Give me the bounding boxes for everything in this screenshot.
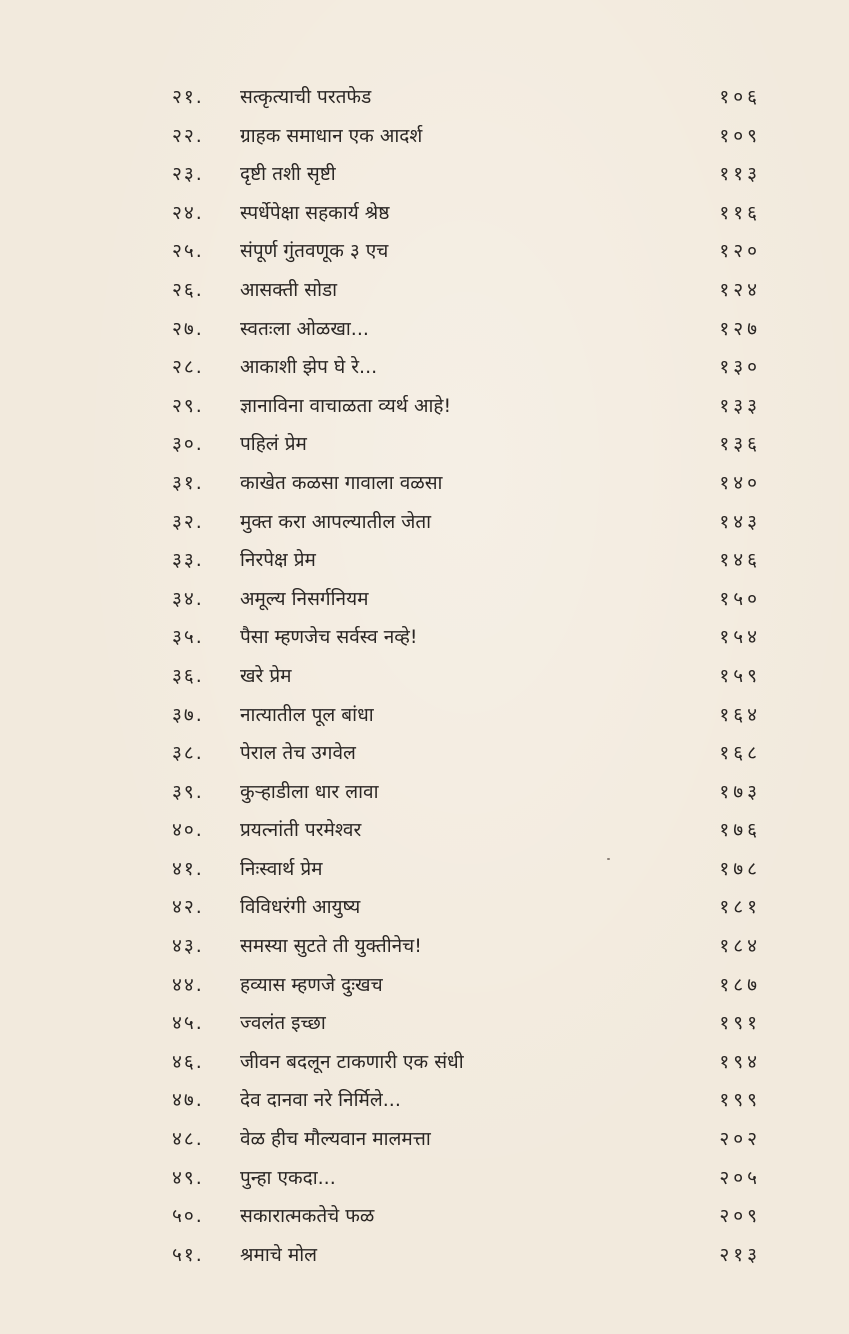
chapter-number: २४. — [172, 201, 204, 224]
chapter-number: ३८. — [172, 742, 204, 765]
chapter-title: नात्यातील पूल बांधा — [240, 703, 374, 726]
chapter-number: ४५. — [172, 1012, 204, 1035]
chapter-number: ५०. — [172, 1205, 204, 1228]
chapter-title: ज्ञानाविना वाचाळता व्यर्थ आहे! — [240, 394, 452, 417]
page-number: १७३ — [719, 780, 761, 803]
chapter-number: २९. — [172, 394, 204, 417]
chapter-number: २२. — [172, 124, 204, 147]
chapter-title: कुऱ्हाडीला धार लावा — [240, 780, 379, 803]
toc-entry — [0, 541, 849, 580]
toc-entry — [0, 811, 849, 850]
page-number: १५९ — [719, 664, 761, 687]
chapter-title: समस्या सुटते ती युक्तीनेच! — [240, 935, 422, 958]
toc-entry — [0, 503, 849, 542]
toc-entry — [0, 966, 849, 1005]
chapter-number: ४१. — [172, 857, 204, 880]
page-number: १३३ — [719, 394, 761, 417]
chapter-title: सकारात्मकतेचे फळ — [240, 1205, 375, 1228]
page-number: १४३ — [719, 510, 761, 533]
page-number: १५० — [719, 587, 761, 610]
chapter-title: श्रमाचे मोल — [240, 1243, 318, 1266]
toc-entry — [0, 425, 849, 464]
table-of-contents — [0, 78, 849, 1274]
chapter-title: वेळ हीच मौल्यवान मालमत्ता — [240, 1128, 431, 1151]
chapter-title: आसक्ती सोडा — [240, 278, 338, 301]
toc-entry — [0, 1120, 849, 1159]
chapter-number: ४२. — [172, 896, 204, 919]
toc-entry — [0, 1004, 849, 1043]
chapter-number: ३१. — [172, 471, 204, 494]
chapter-title: काखेत कळसा गावाला वळसा — [240, 471, 443, 494]
page-number: ११६ — [719, 201, 761, 224]
chapter-number: ४०. — [172, 819, 204, 842]
chapter-number: ३०. — [172, 433, 204, 456]
chapter-number: २६. — [172, 278, 204, 301]
chapter-title: संपूर्ण गुंतवणूक ३ एच — [240, 240, 389, 263]
toc-entry — [0, 580, 849, 619]
toc-entry — [0, 78, 849, 117]
page-number: १९९ — [719, 1089, 761, 1112]
chapter-number: ४६. — [172, 1050, 204, 1073]
chapter-number: ३७. — [172, 703, 204, 726]
page-number: १३० — [719, 356, 761, 379]
chapter-title: ज्वलंत इच्छा — [240, 1012, 326, 1035]
page-number: १०९ — [719, 124, 761, 147]
toc-entry — [0, 232, 849, 271]
chapter-number: ४९. — [172, 1166, 204, 1189]
toc-entry — [0, 888, 849, 927]
page-number: २०२ — [719, 1128, 761, 1151]
page-number: १४६ — [719, 549, 761, 572]
toc-entry — [0, 657, 849, 696]
chapter-title: स्वतःला ओळखा... — [240, 317, 369, 340]
toc-entry — [0, 310, 849, 349]
chapter-title: आकाशी झेप घे रे... — [240, 356, 378, 379]
chapter-title: निरपेक्ष प्रेम — [240, 549, 316, 572]
page-number: १८७ — [719, 973, 761, 996]
chapter-title: पैसा म्हणजेच सर्वस्व नव्हे! — [240, 626, 418, 649]
toc-entry — [0, 618, 849, 657]
page-number: २०५ — [719, 1166, 761, 1189]
toc-entry — [0, 696, 849, 735]
page-number: १२४ — [719, 278, 761, 301]
page-number: १३६ — [719, 433, 761, 456]
chapter-title: खरे प्रेम — [240, 664, 292, 687]
ink-speck — [607, 858, 610, 860]
chapter-number: ३९. — [172, 780, 204, 803]
page-number: १६४ — [719, 703, 761, 726]
chapter-number: ३३. — [172, 549, 204, 572]
page-number: १८४ — [719, 935, 761, 958]
chapter-title: पहिलं प्रेम — [240, 433, 307, 456]
toc-entry — [0, 1159, 849, 1198]
page-number: १५४ — [719, 626, 761, 649]
chapter-title: मुक्त करा आपल्यातील जेता — [240, 510, 432, 533]
chapter-number: ३४. — [172, 587, 204, 610]
chapter-number: ४७. — [172, 1089, 204, 1112]
chapter-number: २१. — [172, 86, 204, 108]
chapter-title: प्रयत्नांती परमेश्वर — [240, 819, 362, 842]
toc-entry — [0, 464, 849, 503]
toc-entry — [0, 773, 849, 812]
chapter-number: ४३. — [172, 935, 204, 958]
chapter-title: स्पर्धेपेक्षा सहकार्य श्रेष्ठ — [240, 201, 390, 224]
page-number: १०६ — [719, 86, 761, 108]
chapter-title: अमूल्य निसर्गनियम — [240, 587, 369, 610]
page-number: २०९ — [719, 1205, 761, 1228]
chapter-number: ४८. — [172, 1128, 204, 1151]
chapter-number: ३५. — [172, 626, 204, 649]
page-number: १७६ — [719, 819, 761, 842]
chapter-number: ३२. — [172, 510, 204, 533]
page-number: १२७ — [719, 317, 761, 340]
chapter-number: ३६. — [172, 664, 204, 687]
chapter-title: पुन्हा एकदा... — [240, 1166, 336, 1189]
page-number: १८१ — [719, 896, 761, 919]
page-number: १४० — [719, 471, 761, 494]
page-number: २१३ — [719, 1243, 761, 1266]
toc-entry — [0, 194, 849, 233]
chapter-title: हव्यास म्हणजे दुःखच — [240, 973, 383, 996]
toc-entry — [0, 348, 849, 387]
page-number: ११३ — [719, 163, 761, 186]
chapter-number: ५१. — [172, 1243, 204, 1266]
page-number: १९४ — [719, 1050, 761, 1073]
toc-entry — [0, 387, 849, 426]
toc-entry — [0, 1197, 849, 1236]
chapter-title: देव दानवा नरे निर्मिले... — [240, 1089, 401, 1112]
page-number: १९१ — [719, 1012, 761, 1035]
chapter-title: दृष्टी तशी सृष्टी — [240, 163, 336, 186]
chapter-number: २३. — [172, 163, 204, 186]
page-number: १२० — [719, 240, 761, 263]
chapter-title: विविधरंगी आयुष्य — [240, 896, 361, 919]
chapter-title: जीवन बदलून टाकणारी एक संधी — [240, 1050, 464, 1073]
chapter-number: २७. — [172, 317, 204, 340]
chapter-number: २८. — [172, 356, 204, 379]
chapter-title: ग्राहक समाधान एक आदर्श — [240, 124, 423, 147]
chapter-title: पेराल तेच उगवेल — [240, 742, 356, 765]
toc-entry — [0, 927, 849, 966]
toc-entry — [0, 1043, 849, 1082]
toc-entry — [0, 271, 849, 310]
chapter-number: २५. — [172, 240, 204, 263]
page-number: १७८ — [719, 857, 761, 880]
page-number: १६८ — [719, 742, 761, 765]
chapter-number: ४४. — [172, 973, 204, 996]
chapter-title: सत्कृत्याची परतफेड — [240, 86, 372, 108]
toc-entry — [0, 850, 849, 889]
toc-entry — [0, 1081, 849, 1120]
toc-entry — [0, 734, 849, 773]
toc-entry — [0, 1236, 849, 1275]
toc-entry — [0, 155, 849, 194]
toc-entry — [0, 117, 849, 156]
chapter-title: निःस्वार्थ प्रेम — [240, 857, 323, 880]
